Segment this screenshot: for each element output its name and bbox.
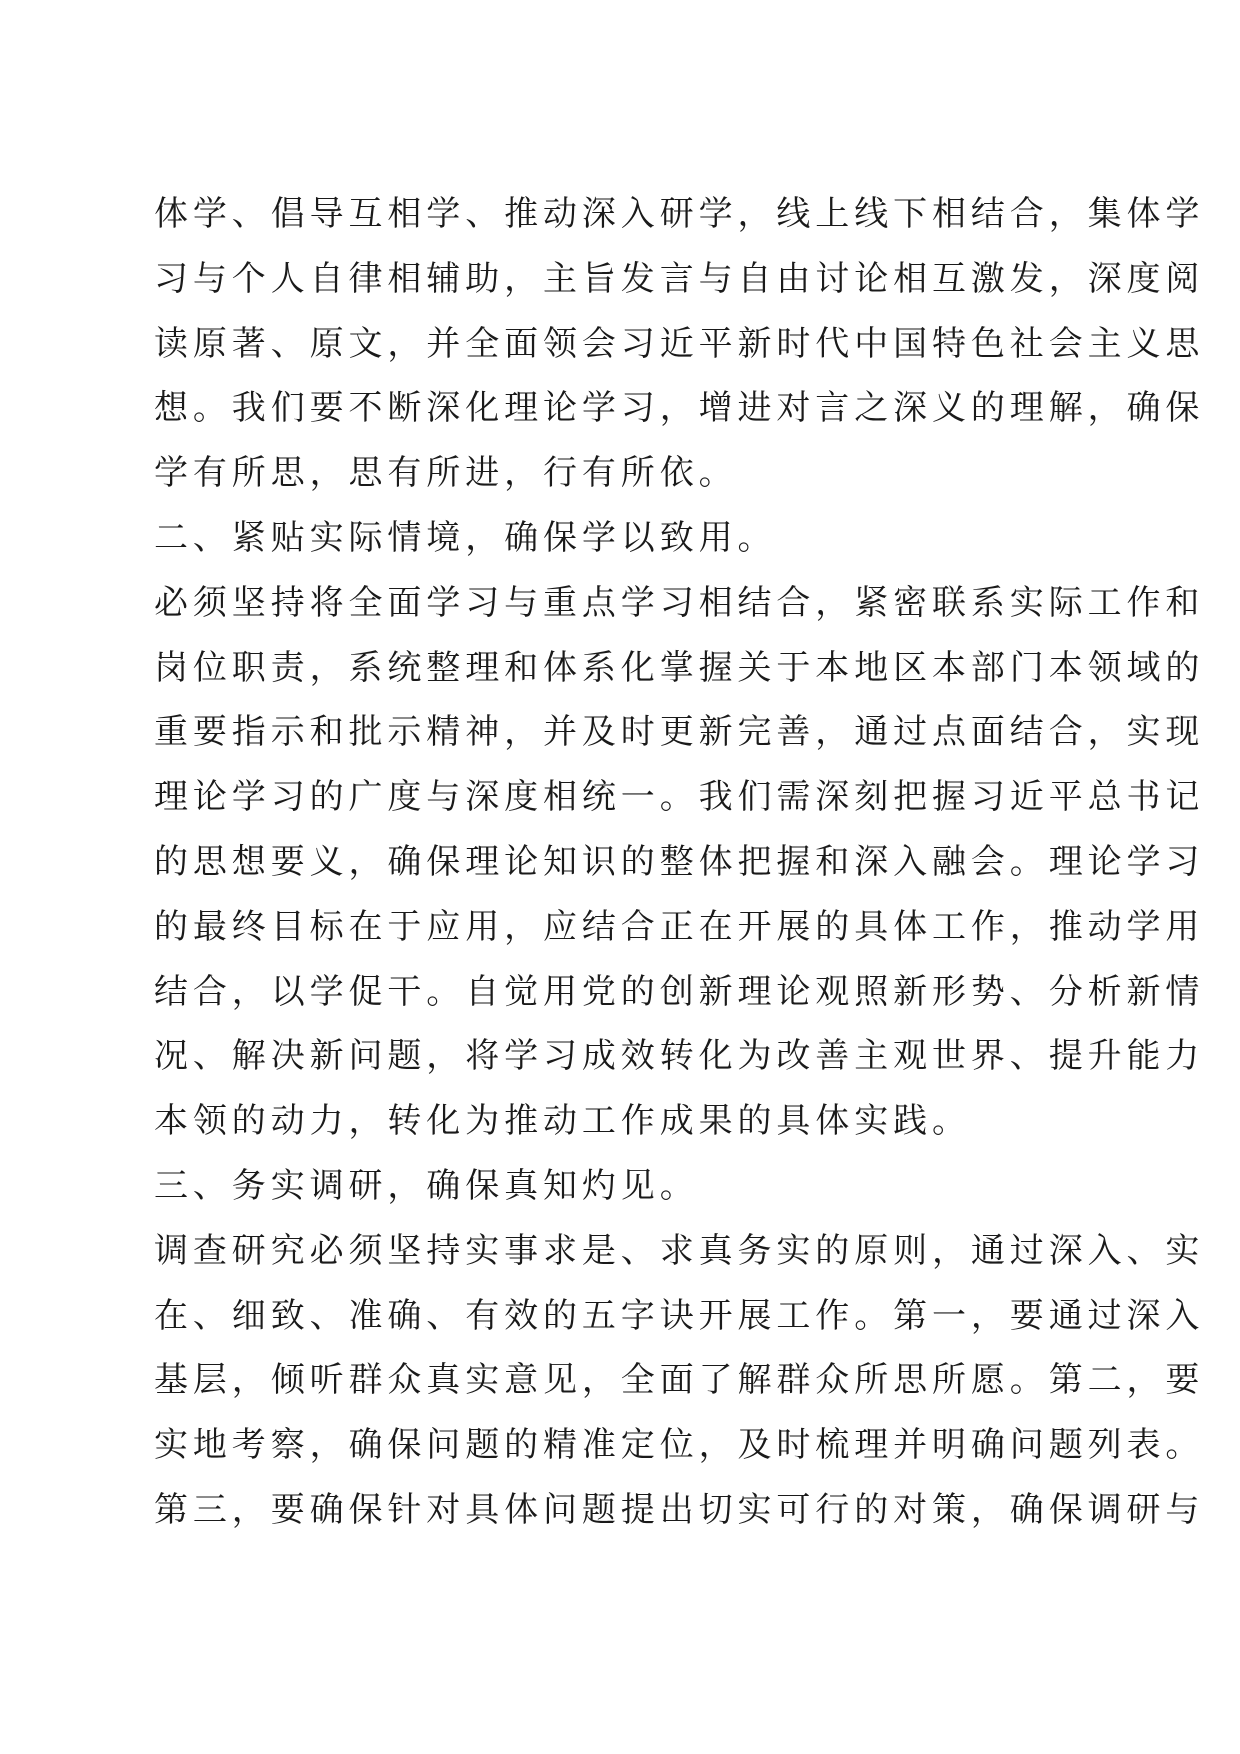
section-heading-2: 二、紧贴实际情境，确保学以致用。 xyxy=(154,517,777,558)
text-line: 况、解决新问题，将学习成效转化为改善主观世界、提升能力 xyxy=(154,1036,1205,1077)
text-line: 读原著、原文，并全面领会习近平新时代中国特色社会主义思 xyxy=(154,323,1205,364)
document-body xyxy=(154,182,1205,1543)
text-line: 第三，要确保针对具体问题提出切实可行的对策，确保调研与 xyxy=(154,1489,1205,1530)
text-line: 调查研究必须坚持实事求是、求真务实的原则，通过深入、实 xyxy=(154,1230,1205,1271)
text-line: 理论学习的广度与深度相统一。我们需深刻把握习近平总书记 xyxy=(154,777,1205,818)
text-line: 本领的动力，转化为推动工作成果的具体实践。 xyxy=(154,1101,971,1142)
text-line: 学有所思，思有所进，行有所依。 xyxy=(154,453,738,494)
text-line: 实地考察，确保问题的精准定位，及时梳理并明确问题列表。 xyxy=(154,1425,1205,1466)
text-line: 的最终目标在于应用，应结合正在开展的具体工作，推动学用 xyxy=(154,906,1205,947)
section-heading-3: 三、务实调研，确保真知灼见。 xyxy=(154,1165,699,1206)
text-line: 在、细致、准确、有效的五字诀开展工作。第一，要通过深入 xyxy=(154,1295,1205,1336)
text-line: 重要指示和批示精神，并及时更新完善，通过点面结合，实现 xyxy=(154,712,1205,753)
text-line: 的思想要义，确保理论知识的整体把握和深入融会。理论学习 xyxy=(154,841,1205,882)
text-line: 基层，倾听群众真实意见，全面了解群众所思所愿。第二，要 xyxy=(154,1360,1205,1401)
text-line: 想。我们要不断深化理论学习，增进对言之深义的理解，确保 xyxy=(154,388,1205,429)
text-line: 岗位职责，系统整理和体系化掌握关于本地区本部门本领域的 xyxy=(154,647,1205,688)
text-line: 必须坚持将全面学习与重点学习相结合，紧密联系实际工作和 xyxy=(154,582,1205,623)
text-line: 结合，以学促干。自觉用党的创新理论观照新形势、分析新情 xyxy=(154,971,1205,1012)
text-line: 习与个人自律相辅助，主旨发言与自由讨论相互激发，深度阅 xyxy=(154,258,1205,299)
text-line: 体学、倡导互相学、推动深入研学，线上线下相结合，集体学 xyxy=(154,194,1205,234)
